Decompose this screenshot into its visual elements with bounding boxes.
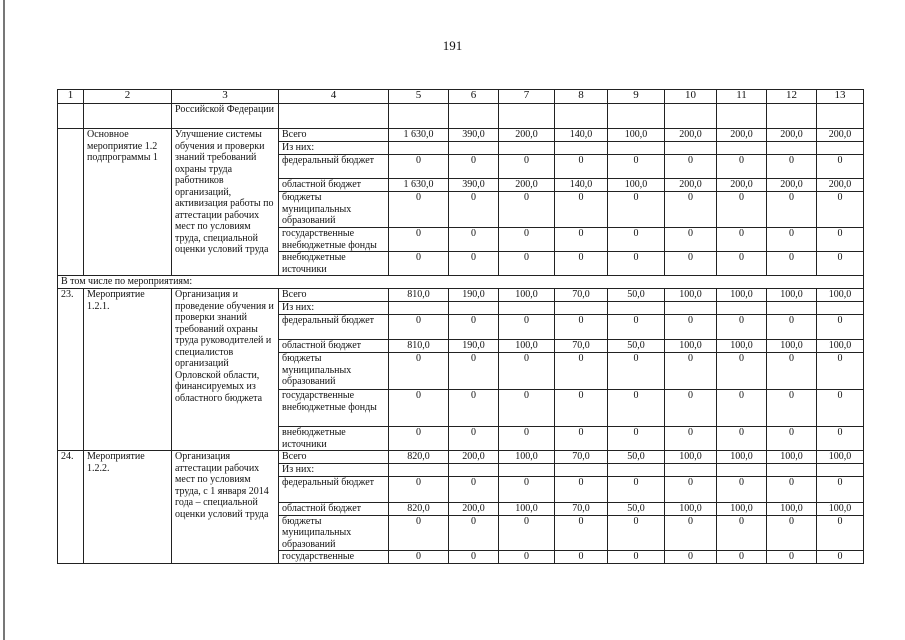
col-header: 13 — [817, 90, 864, 104]
amount-cell: 100,0 — [665, 340, 717, 353]
amount-cell: 70,0 — [555, 451, 608, 464]
amount-cell: 0 — [717, 353, 767, 390]
amount-cell: 0 — [389, 390, 449, 427]
amount-cell: 200,0 — [449, 451, 499, 464]
funding-source-label: Всего — [279, 289, 389, 302]
amount-cell: 0 — [665, 477, 717, 503]
amount-cell: 0 — [555, 477, 608, 503]
amount-cell: 0 — [717, 228, 767, 252]
amount-cell: 0 — [499, 353, 555, 390]
amount-cell: 0 — [817, 252, 864, 276]
sub-header-row — [58, 276, 864, 289]
amount-cell — [555, 464, 608, 477]
amount-cell: 0 — [449, 427, 499, 451]
program-table — [57, 89, 864, 564]
col-header: 1 — [58, 90, 84, 104]
amount-cell: 0 — [449, 192, 499, 228]
amount-cell — [817, 142, 864, 155]
amount-cell: 0 — [499, 390, 555, 427]
amount-cell: 0 — [608, 390, 665, 427]
amount-cell — [665, 464, 717, 477]
amount-cell: 0 — [767, 353, 817, 390]
amount-cell: 200,0 — [499, 129, 555, 142]
amount-cell: 100,0 — [608, 179, 665, 192]
amount-cell — [389, 302, 449, 315]
amount-cell — [817, 302, 864, 315]
amount-cell: 200,0 — [767, 129, 817, 142]
amount-cell: 1 630,0 — [389, 179, 449, 192]
amount-cell: 0 — [499, 515, 555, 551]
funding-source-label: областной бюджет — [279, 503, 389, 516]
col-header: 5 — [389, 90, 449, 104]
col-header: 2 — [84, 90, 172, 104]
amount-cell: 100,0 — [717, 289, 767, 302]
amount-cell: 0 — [608, 515, 665, 551]
amount-cell: 100,0 — [499, 340, 555, 353]
amount-cell: 50,0 — [608, 503, 665, 516]
col-header: 10 — [665, 90, 717, 104]
amount-cell: 100,0 — [717, 340, 767, 353]
amount-cell — [555, 142, 608, 155]
amount-cell: 0 — [499, 192, 555, 228]
amount-cell: 200,0 — [665, 179, 717, 192]
amount-cell: 0 — [817, 390, 864, 427]
amount-cell — [499, 142, 555, 155]
amount-cell: 0 — [665, 192, 717, 228]
amount-cell: 190,0 — [449, 289, 499, 302]
amount-cell: 0 — [499, 315, 555, 340]
amount-cell: 100,0 — [717, 503, 767, 516]
amount-cell: 0 — [499, 427, 555, 451]
amount-cell: 100,0 — [767, 503, 817, 516]
amount-cell: 0 — [608, 477, 665, 503]
amount-cell: 0 — [499, 228, 555, 252]
amount-cell: 0 — [608, 228, 665, 252]
row-number — [58, 129, 84, 276]
amount-cell: 0 — [608, 427, 665, 451]
scan-left-edge — [3, 0, 5, 640]
amount-cell: 0 — [608, 155, 665, 179]
amount-cell: 1 630,0 — [389, 129, 449, 142]
amount-cell: 390,0 — [449, 129, 499, 142]
amount-cell: 0 — [767, 192, 817, 228]
amount-cell: 70,0 — [555, 503, 608, 516]
funding-source-label: Всего — [279, 129, 389, 142]
event-description: Организация аттестации рабочих мест по условиям труда, с 1 января 2014 года – специальной оценки условий труда — [172, 451, 279, 564]
amount-cell: 0 — [389, 477, 449, 503]
carry-over-row — [58, 104, 864, 129]
funding-source-label: государственные — [279, 551, 389, 564]
amount-cell: 0 — [665, 515, 717, 551]
amount-cell: 0 — [767, 515, 817, 551]
amount-cell: 810,0 — [389, 340, 449, 353]
funding-source-label: внебюджетные источники — [279, 427, 389, 451]
amount-cell: 0 — [665, 353, 717, 390]
amount-cell — [608, 464, 665, 477]
amount-cell: 200,0 — [767, 179, 817, 192]
col-header: 8 — [555, 90, 608, 104]
funding-source-label: Из них: — [279, 302, 389, 315]
amount-cell: 70,0 — [555, 340, 608, 353]
amount-cell: 0 — [817, 427, 864, 451]
amount-cell: 0 — [555, 192, 608, 228]
amount-cell: 0 — [817, 192, 864, 228]
amount-cell: 820,0 — [389, 503, 449, 516]
amount-cell: 100,0 — [817, 503, 864, 516]
amount-cell: 0 — [665, 390, 717, 427]
amount-cell: 0 — [555, 155, 608, 179]
amount-cell: 200,0 — [665, 129, 717, 142]
amount-cell: 0 — [717, 192, 767, 228]
amount-cell: 0 — [555, 315, 608, 340]
amount-cell: 100,0 — [817, 451, 864, 464]
amount-cell: 0 — [449, 551, 499, 564]
amount-cell: 140,0 — [555, 179, 608, 192]
amount-cell: 0 — [499, 477, 555, 503]
amount-cell: 0 — [449, 252, 499, 276]
amount-cell: 0 — [817, 315, 864, 340]
funding-source-label: внебюджетные источники — [279, 252, 389, 276]
col-header: 9 — [608, 90, 665, 104]
amount-cell — [767, 464, 817, 477]
amount-cell: 0 — [665, 155, 717, 179]
amount-cell: 100,0 — [499, 503, 555, 516]
amount-cell: 0 — [555, 427, 608, 451]
event-name: Мероприятие 1.2.1. — [84, 289, 172, 451]
funding-source-label: бюджеты муниципальных образований — [279, 515, 389, 551]
amount-cell — [817, 464, 864, 477]
col-header: 12 — [767, 90, 817, 104]
amount-cell: 0 — [389, 228, 449, 252]
amount-cell: 0 — [555, 551, 608, 564]
amount-cell: 0 — [389, 155, 449, 179]
funding-source-label: областной бюджет — [279, 179, 389, 192]
amount-cell: 100,0 — [817, 289, 864, 302]
amount-cell: 100,0 — [665, 503, 717, 516]
funding-source-label: государственные внебюджетные фонды — [279, 390, 389, 427]
amount-cell: 0 — [665, 315, 717, 340]
amount-cell: 0 — [449, 515, 499, 551]
amount-cell — [717, 142, 767, 155]
amount-cell: 50,0 — [608, 451, 665, 464]
amount-cell: 0 — [817, 551, 864, 564]
amount-cell: 0 — [499, 252, 555, 276]
amount-cell: 0 — [717, 252, 767, 276]
amount-cell — [665, 142, 717, 155]
amount-cell: 0 — [449, 477, 499, 503]
amount-cell — [555, 302, 608, 315]
amount-cell: 0 — [817, 477, 864, 503]
funding-source-label: федеральный бюджет — [279, 315, 389, 340]
amount-cell: 0 — [665, 252, 717, 276]
amount-cell: 140,0 — [555, 129, 608, 142]
amount-cell: 100,0 — [717, 451, 767, 464]
amount-cell: 0 — [817, 228, 864, 252]
amount-cell: 0 — [817, 155, 864, 179]
amount-cell: 100,0 — [767, 289, 817, 302]
amount-cell: 0 — [555, 228, 608, 252]
amount-cell: 0 — [767, 228, 817, 252]
amount-cell: 0 — [717, 390, 767, 427]
amount-cell: 810,0 — [389, 289, 449, 302]
amount-cell: 200,0 — [449, 503, 499, 516]
amount-cell: 50,0 — [608, 289, 665, 302]
amount-cell: 0 — [389, 515, 449, 551]
amount-cell: 0 — [665, 427, 717, 451]
funding-source-label: Из них: — [279, 464, 389, 477]
amount-cell: 0 — [608, 353, 665, 390]
table-row — [58, 129, 864, 142]
amount-cell: 50,0 — [608, 340, 665, 353]
amount-cell: 190,0 — [449, 340, 499, 353]
amount-cell: 100,0 — [817, 340, 864, 353]
event-name: Мероприятие 1.2.2. — [84, 451, 172, 564]
row-number: 23. — [58, 289, 84, 451]
table-row — [58, 451, 864, 464]
funding-source-label: Всего — [279, 451, 389, 464]
amount-cell: 0 — [717, 551, 767, 564]
amount-cell: 200,0 — [717, 179, 767, 192]
amount-cell — [767, 142, 817, 155]
amount-cell: 0 — [767, 155, 817, 179]
amount-cell: 0 — [717, 477, 767, 503]
amount-cell: 100,0 — [499, 451, 555, 464]
amount-cell: 0 — [555, 515, 608, 551]
funding-source-label: федеральный бюджет — [279, 477, 389, 503]
amount-cell: 200,0 — [499, 179, 555, 192]
amount-cell — [449, 302, 499, 315]
amount-cell — [767, 302, 817, 315]
amount-cell: 100,0 — [767, 340, 817, 353]
amount-cell — [608, 142, 665, 155]
amount-cell: 0 — [665, 551, 717, 564]
row-number: 24. — [58, 451, 84, 564]
amount-cell — [389, 464, 449, 477]
amount-cell: 0 — [608, 551, 665, 564]
col-header: 6 — [449, 90, 499, 104]
amount-cell: 0 — [767, 315, 817, 340]
amount-cell: 0 — [555, 353, 608, 390]
funding-source-label: областной бюджет — [279, 340, 389, 353]
amount-cell: 0 — [608, 252, 665, 276]
sub-header-text: В том числе по мероприятиям: — [58, 276, 864, 289]
amount-cell: 0 — [449, 155, 499, 179]
amount-cell — [665, 302, 717, 315]
amount-cell: 820,0 — [389, 451, 449, 464]
funding-source-label: бюджеты муниципальных образований — [279, 192, 389, 228]
amount-cell: 0 — [665, 228, 717, 252]
amount-cell: 0 — [389, 252, 449, 276]
amount-cell: 70,0 — [555, 289, 608, 302]
funding-source-label: государственные внебюджетные фонды — [279, 228, 389, 252]
amount-cell: 0 — [608, 192, 665, 228]
amount-cell: 0 — [767, 477, 817, 503]
col-header: 7 — [499, 90, 555, 104]
amount-cell: 100,0 — [665, 289, 717, 302]
event-name: Основное мероприятие 1.2 подпрограммы 1 — [84, 129, 172, 276]
amount-cell — [449, 142, 499, 155]
amount-cell: 0 — [499, 155, 555, 179]
col-header: 4 — [279, 90, 389, 104]
amount-cell: 0 — [449, 228, 499, 252]
funding-source-label: Из них: — [279, 142, 389, 155]
amount-cell — [499, 302, 555, 315]
amount-cell: 0 — [767, 551, 817, 564]
event-description: Улучшение системы обучения и проверки знаний требований охраны труда работников организаций, активизация работы по аттестации рабочих мест по условиям труда, специальной оценки условий труда — [172, 129, 279, 276]
amount-cell — [449, 464, 499, 477]
funding-source-label: федеральный бюджет — [279, 155, 389, 179]
page-number: 191 — [442, 38, 463, 53]
amount-cell — [499, 464, 555, 477]
amount-cell: 0 — [389, 353, 449, 390]
amount-cell: 0 — [555, 390, 608, 427]
col-header: 3 — [172, 90, 279, 104]
amount-cell: 0 — [389, 315, 449, 340]
amount-cell — [608, 302, 665, 315]
amount-cell: 0 — [499, 551, 555, 564]
amount-cell: 0 — [449, 390, 499, 427]
amount-cell: 0 — [389, 427, 449, 451]
column-number-row — [58, 90, 864, 104]
amount-cell: 0 — [767, 252, 817, 276]
amount-cell: 100,0 — [767, 451, 817, 464]
amount-cell: 200,0 — [817, 179, 864, 192]
amount-cell — [717, 302, 767, 315]
amount-cell: 200,0 — [717, 129, 767, 142]
amount-cell: 0 — [717, 315, 767, 340]
amount-cell — [717, 464, 767, 477]
carry-over-text: Российской Федерации — [172, 104, 279, 129]
table-row — [58, 289, 864, 302]
amount-cell: 0 — [817, 353, 864, 390]
amount-cell: 0 — [717, 155, 767, 179]
amount-cell: 0 — [389, 192, 449, 228]
amount-cell: 0 — [555, 252, 608, 276]
amount-cell: 0 — [767, 390, 817, 427]
amount-cell: 100,0 — [499, 289, 555, 302]
funding-source-label: бюджеты муниципальных образований — [279, 353, 389, 390]
amount-cell — [389, 142, 449, 155]
amount-cell: 0 — [608, 315, 665, 340]
amount-cell: 0 — [449, 315, 499, 340]
amount-cell: 0 — [767, 427, 817, 451]
amount-cell: 0 — [817, 515, 864, 551]
amount-cell: 100,0 — [608, 129, 665, 142]
col-header: 11 — [717, 90, 767, 104]
amount-cell: 0 — [449, 353, 499, 390]
amount-cell: 100,0 — [665, 451, 717, 464]
amount-cell: 200,0 — [817, 129, 864, 142]
amount-cell: 0 — [717, 427, 767, 451]
event-description: Организация и проведение обучения и проверки знаний требований охраны труда руководителей и специалистов организаций Орловской области, финансируемых из областного бюджета — [172, 289, 279, 451]
amount-cell: 0 — [389, 551, 449, 564]
amount-cell: 0 — [717, 515, 767, 551]
amount-cell: 390,0 — [449, 179, 499, 192]
